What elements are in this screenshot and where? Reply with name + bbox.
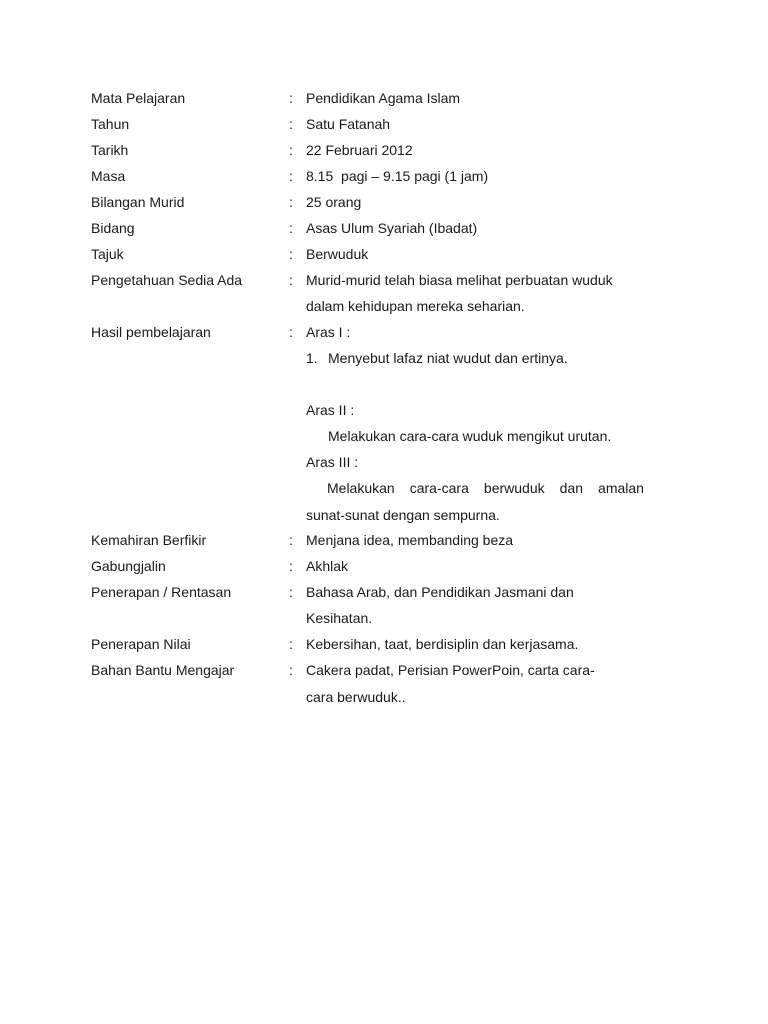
colon: :	[289, 636, 293, 652]
aras1-heading: Aras I :	[306, 324, 351, 340]
aras3-line1	[327, 477, 644, 499]
value-bahan-line1: Cakera padat, Perisian PowerPoin, carta cara-	[306, 662, 595, 678]
label-tahun: Tahun	[91, 116, 130, 132]
value-kemahiran-berfikir: Menjana idea, membanding beza	[306, 532, 514, 548]
colon: :	[289, 220, 293, 236]
colon: :	[289, 324, 293, 340]
value-pengetahuan-line2: dalam kehidupan mereka seharian.	[306, 298, 525, 314]
aras3-word: cara-cara	[409, 480, 469, 496]
label-penerapan-nilai: Penerapan Nilai	[91, 636, 191, 652]
colon: :	[289, 246, 293, 262]
aras2-heading: Aras II :	[306, 402, 355, 418]
colon: :	[289, 168, 293, 184]
label-tarikh: Tarikh	[91, 142, 129, 158]
label-bilangan-murid: Bilangan Murid	[91, 194, 185, 210]
aras3-line2: sunat-sunat dengan sempurna.	[306, 507, 500, 523]
value-penerapan-rentasan-line1: Bahasa Arab, dan Pendidikan Jasmani dan	[306, 584, 574, 600]
label-pengetahuan-sedia-ada: Pengetahuan Sedia Ada	[91, 272, 243, 288]
aras3-word: berwuduk	[483, 480, 545, 496]
aras1-text: Menyebut lafaz niat wudut dan ertinya.	[328, 350, 568, 366]
value-tahun: Satu Fatanah	[306, 116, 391, 132]
label-bidang: Bidang	[91, 220, 135, 236]
value-bahan-line2: cara berwuduk..	[306, 689, 406, 705]
aras3-heading: Aras III :	[306, 454, 359, 470]
label-gabungjalin: Gabungjalin	[91, 558, 166, 574]
label-penerapan-rentasan: Penerapan / Rentasan	[91, 584, 232, 600]
colon: :	[289, 584, 293, 600]
value-gabungjalin: Akhlak	[306, 558, 349, 574]
aras3-word: amalan	[598, 480, 644, 496]
colon: :	[289, 116, 293, 132]
value-pengetahuan-line1: Murid-murid telah biasa melihat perbuatan wuduk	[306, 272, 613, 288]
value-tajuk: Berwuduk	[306, 246, 369, 262]
colon: :	[289, 558, 293, 574]
aras3-word: Melakukan	[327, 480, 395, 496]
colon: :	[289, 272, 293, 288]
colon: :	[289, 662, 293, 678]
label-bahan-bantu-mengajar: Bahan Bantu Mengajar	[91, 662, 235, 678]
value-bilangan-murid: 25 orang	[306, 194, 362, 210]
aras1-number: 1.	[306, 350, 318, 366]
colon: :	[289, 532, 293, 548]
aras2-text: Melakukan cara-cara wuduk mengikut urutan.	[328, 428, 612, 444]
value-tarikh: 22 Februari 2012	[306, 142, 413, 158]
label-kemahiran-berfikir: Kemahiran Berfikir	[91, 532, 207, 548]
colon: :	[289, 194, 293, 210]
value-penerapan-nilai: Kebersihan, taat, berdisiplin dan kerjasama.	[306, 636, 579, 652]
colon: :	[289, 90, 293, 106]
colon: :	[289, 142, 293, 158]
label-tajuk: Tajuk	[91, 246, 124, 262]
value-mata-pelajaran: Pendidikan Agama Islam	[306, 90, 461, 106]
value-penerapan-rentasan-line2: Kesihatan.	[306, 610, 373, 626]
label-hasil-pembelajaran: Hasil pembelajaran	[91, 324, 211, 340]
label-masa: Masa	[91, 168, 126, 184]
label-mata-pelajaran: Mata Pelajaran	[91, 90, 186, 106]
value-masa: 8.15 pagi – 9.15 pagi (1 jam)	[306, 168, 489, 184]
aras3-word: dan	[559, 480, 583, 496]
value-bidang: Asas Ulum Syariah (Ibadat)	[306, 220, 478, 236]
